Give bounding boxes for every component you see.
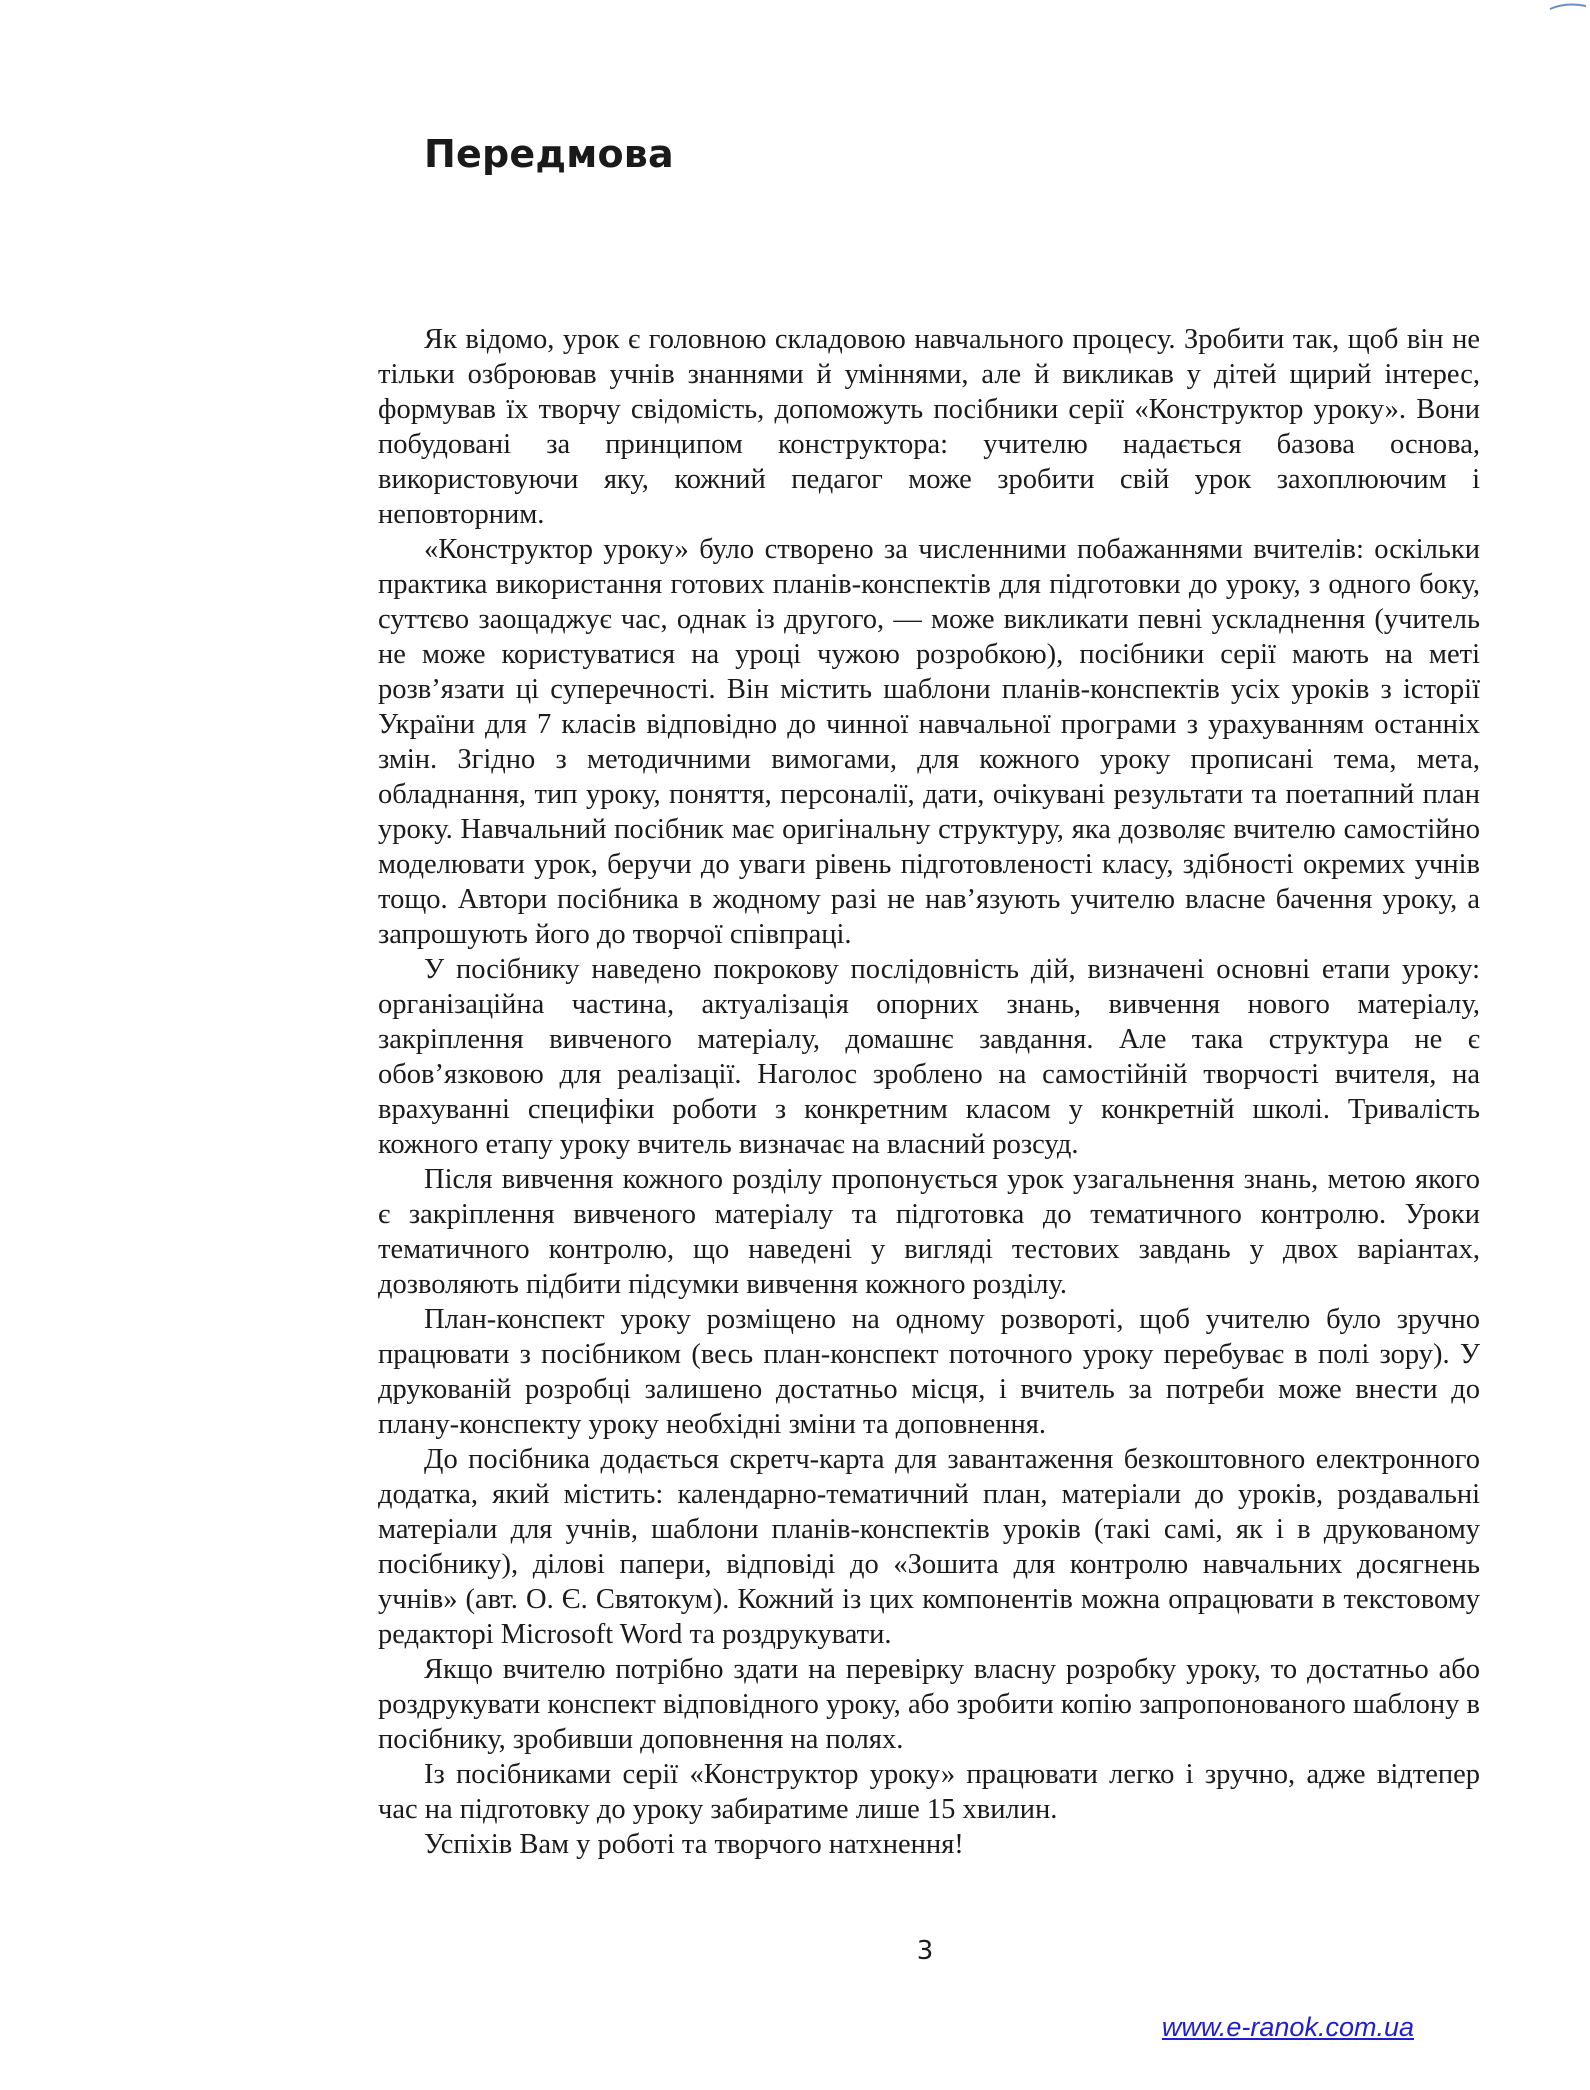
- paragraph: До посібника додається скретч-карта для завантаження безкоштовного електронного додатка, який містить: календарно-тематичний план, матеріали до уроків, роздавальні матеріали для учнів, шаблони планів-конспектів уроків (такі самі, як і в друкованому посібнику), ділові папери, відповіді до «Зошита для контролю навчальних досягнень учнів» (авт. О. Є. Святокум). Кожний із цих компонентів можна опрацювати в текстовому редакторі Microsoft Word та роздрукувати.: [378, 1444, 1480, 1650]
- page-number: 3: [916, 1936, 934, 1966]
- page-title: Передмова: [424, 132, 674, 176]
- website-link[interactable]: www.e-ranok.com.ua: [1161, 2012, 1414, 2042]
- paragraph: Як відомо, урок є головною складовою навчального процесу. Зробити так, щоб він не тільки озброював учнів знаннями й уміннями, але й викликав у дітей щирий інтерес, формував їх творчу свідомість, допоможуть посібники серії «Конструктор уроку». Вони побудовані за принципом конструктора: учителю надається базова основа, використовуючи яку, кожний педагог може зробити свій урок захоплюючим і неповторним.: [378, 324, 1480, 530]
- paragraph: У посібнику наведено покрокову послідовність дій, визначені основні етапи уроку: організаційна частина, актуалізація опорних знань, вивчення нового матеріалу, закріплення вивченого матеріалу, домашнє завдання. Але така структура не є обов’язковою для реалізації. Наголос зроблено на самостійній творчості вчителя, на врахуванні специфіки роботи з конкретним класом у конкретній школі. Тривалість кожного етапу уроку вчитель визначає на власний розсуд.: [378, 954, 1480, 1160]
- paragraph: Після вивчення кожного розділу пропонується урок узагальнення знань, метою якого є закріплення вивченого матеріалу та підготовка до тематичного контролю. Уроки тематичного контролю, що наведені у вигляді тестових завдань у двох варіантах, дозволяють підбити підсумки вивчення кожного розділу.: [378, 1164, 1480, 1300]
- paragraph: «Конструктор уроку» було створено за численними побажаннями вчителів: оскільки практика використання готових планів-конспектів для підготовки до уроку, з одного боку, суттєво заощаджує час, однак із другого, — може викликати певні ускладнення (учитель не може користуватися на уроці чужою розробкою), посібники серії мають на меті розв’язати ці суперечності. Він містить шаблони планів-конспектів усіх уроків з історії України для 7 класів відповідно до чинної навчальної програми з урахуванням останніх змін. Згідно з методичними вимогами, для кожного уроку прописані тема, мета, обладнання, тип уроку, поняття, персоналії, дати, очікувані результати та поетапний план уроку. Навчальний посібник має оригінальну структуру, яка дозволяє вчителю самостійно моделювати урок, беручи до уваги рівень підготовленості класу, здібності окремих учнів тощо. Автори посібника в жодному разі не нав’язують учителю власне бачення уроку, а запрошують його до творчої співпраці.: [378, 534, 1480, 950]
- paragraph: Успіхів Вам у роботі та творчого натхнення!: [424, 1829, 964, 1860]
- corner-decoration-icon: [1546, 0, 1590, 12]
- paragraph: План-конспект уроку розміщено на одному розвороті, щоб учителю було зручно працювати з посібником (весь план-конспект поточного уроку перебуває в полі зору). У друкованій розробці залишено достатньо місця, і вчитель за потреби може внести до плану-конспекту уроку необхідні зміни та доповнення.: [378, 1304, 1480, 1440]
- paragraph: Якщо вчителю потрібно здати на перевірку власну розробку уроку, то достатньо або роздрукувати конспект відповідного уроку, або зробити копію запропонованого шаблону в посібнику, зробивши доповнення на полях.: [378, 1654, 1480, 1755]
- preface-body: [378, 322, 1480, 1862]
- paragraph: Із посібниками серії «Конструктор уроку» працювати легко і зручно, адже відтепер час на підготовку до уроку забиратиме лише 15 хвилин.: [378, 1759, 1480, 1825]
